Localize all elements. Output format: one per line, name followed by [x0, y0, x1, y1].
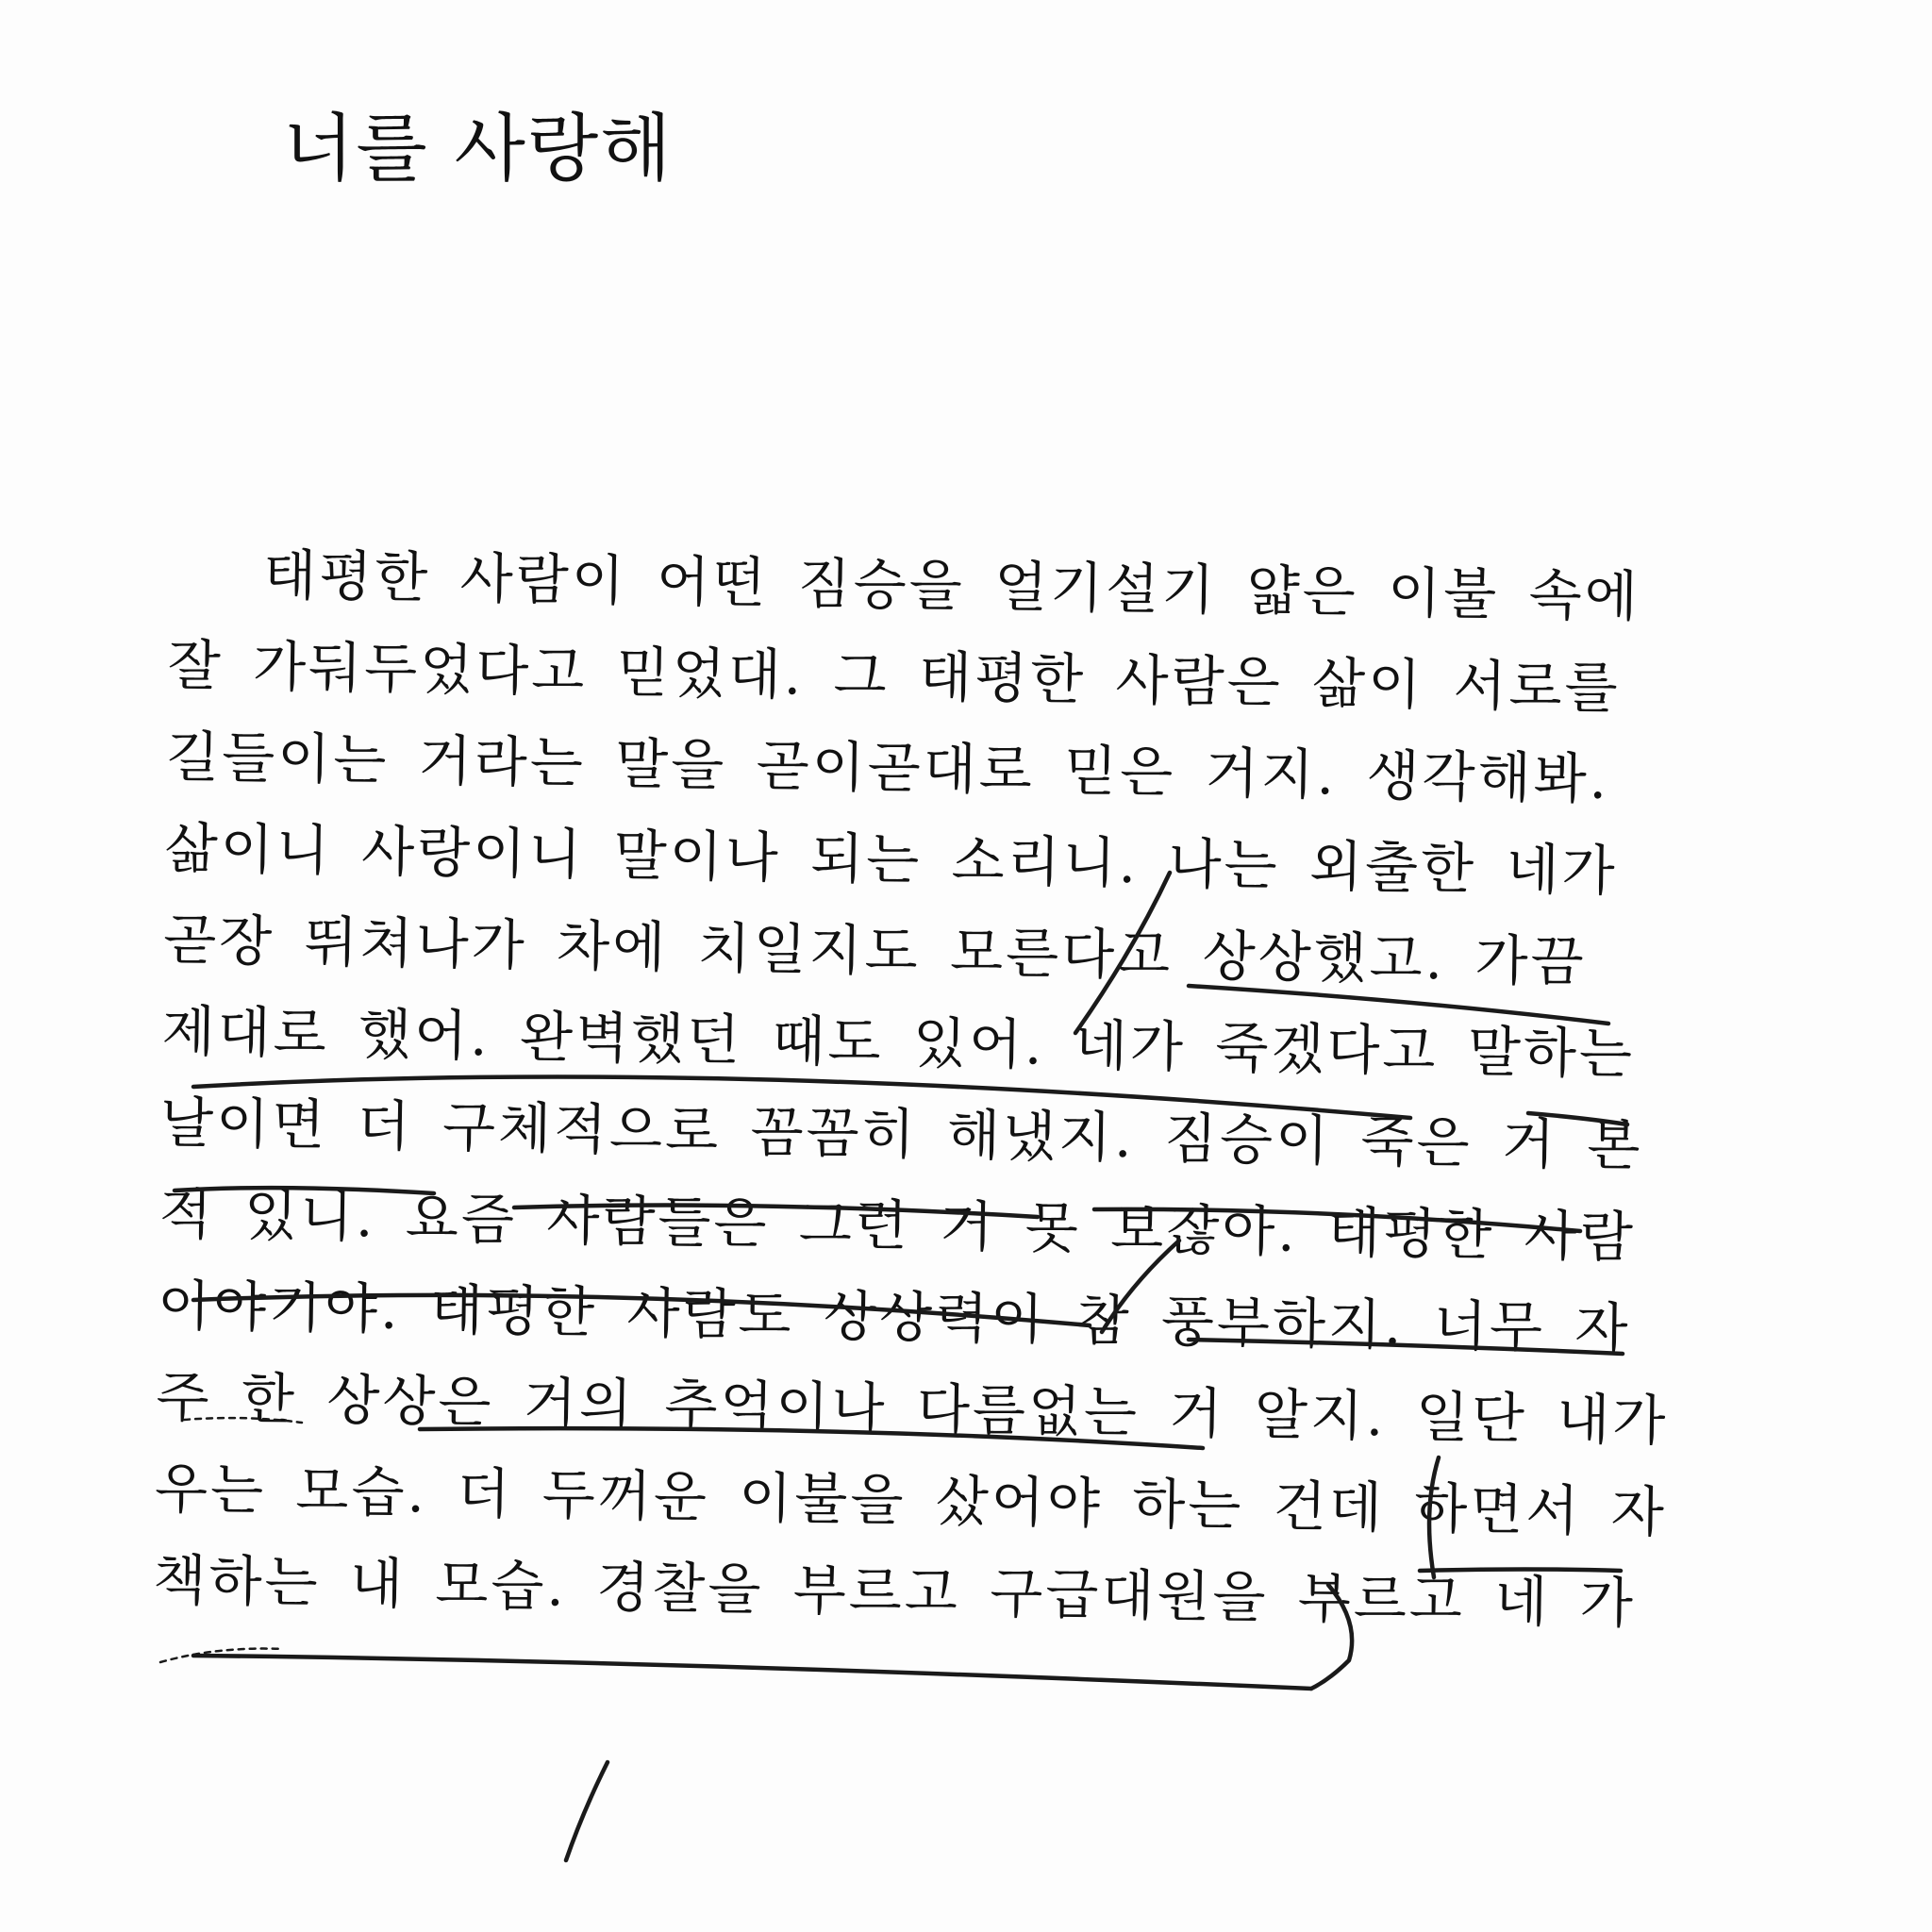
underline-faint — [160, 1649, 283, 1662]
text-line: 태평한 사람이 어떤 짐승을 얼기설기 얇은 이불 속에 — [262, 542, 1641, 629]
body-paragraph — [152, 528, 1669, 1649]
text-line: 책하는 내 모습. 경찰을 부르고 구급대원을 부르고 네 가 — [152, 1547, 1637, 1636]
text-line: 길들이는 거라는 말을 곧이곧대로 믿은 거지. 생각해봐. — [165, 724, 1610, 812]
text-line: 곧장 뛰쳐나가 차에 치일지도 모른다고 상상했고. 가끔 — [162, 907, 1588, 994]
text-line: 적 있니. 요즘 사람들은 그런 거 못 보잖아. 태평한 사람 — [158, 1181, 1637, 1270]
slash-mark — [566, 1762, 608, 1860]
text-line: 날이면 더 구체적으로 꼼꼼히 해냈지. 짐승이 죽은 거 본 — [159, 1090, 1643, 1178]
page-title: 너를 사랑해 — [283, 107, 674, 192]
underline — [193, 1656, 1311, 1689]
text-line: 제대로 했어. 완벽했던 때도 있어. 네가 죽겠다고 말하는 — [161, 998, 1636, 1087]
text-line: 잘 가둬두었다고 믿었대. 그 태평한 사람은 삶이 서로를 — [167, 632, 1622, 721]
text-line: 우는 모습. 더 두꺼운 이불을 샀어야 하는 건데 하면서 자 — [154, 1456, 1668, 1545]
text-line: 삶이니 사랑이니 말이나 되는 소리니. 나는 외출한 네가 — [164, 815, 1619, 904]
text-line: 이야기야. 태평한 사람도 상상력이 참 풍부하지. 너무 자 — [157, 1273, 1631, 1361]
text-line: 주 한 상상은 거의 추억이나 다름없는 거 알지. 일단 내가 — [155, 1364, 1669, 1454]
